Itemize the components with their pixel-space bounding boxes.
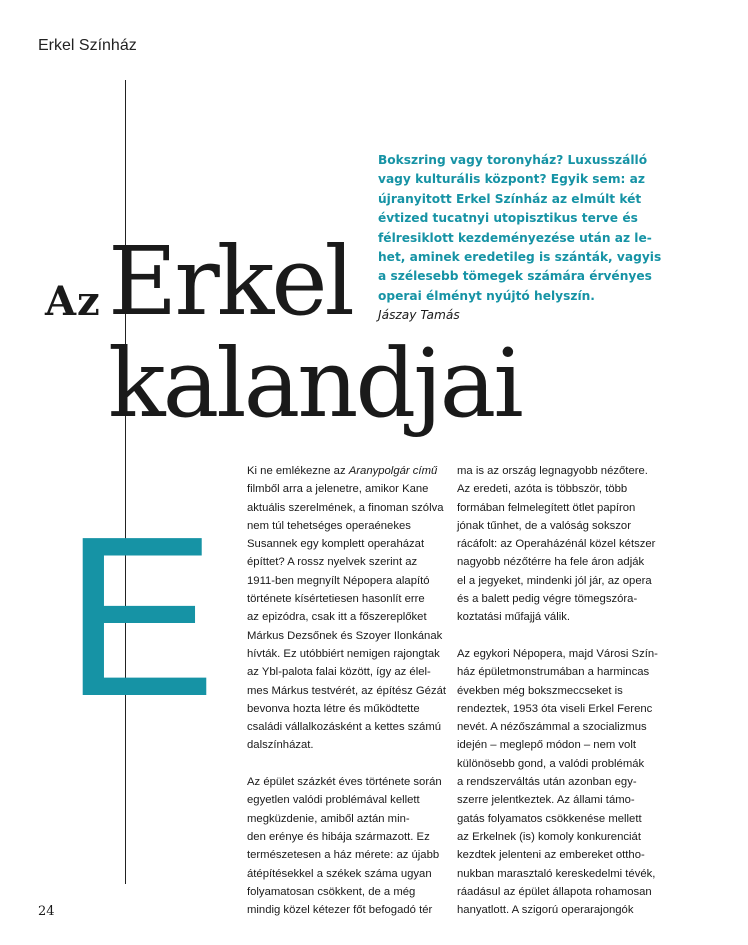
body-text-line: 1911-ben megnyílt Népopera alapító: [247, 574, 430, 587]
body-text-line: rendeztek, 1953 óta viseli Erkel Ferenc: [457, 702, 653, 715]
paragraph-gap: [247, 755, 462, 773]
body-text-line: Az eredeti, azóta is többször, több: [457, 483, 628, 496]
section-label: Erkel Színház: [38, 37, 137, 54]
body-text-line: különösebb gond, a valódi problémák: [457, 757, 645, 770]
body-text-line: az epizódra, csak itt a főszereplőket: [247, 611, 427, 624]
body-text-line: hanyatlott. A szigorú operarajongók: [457, 904, 634, 917]
body-text-line: az Ybl-palota falai között, így az élel-: [247, 666, 431, 679]
lead-line: újranyitott Erkel Színház az elmúlt két: [378, 191, 642, 206]
title-line-2: kalandjai: [108, 329, 521, 439]
body-text-line: rácáfolt: az Operaházénál közel kétszer: [457, 538, 656, 551]
body-text-line: den erénye és hibája származott. Ez: [247, 830, 430, 843]
body-text-line: formában felmelegített ötlet papíron: [457, 501, 636, 514]
body-text-line: idején – meglepő módon – nem volt: [457, 739, 636, 752]
body-text-line: Márkus Dezsőnek és Szoyer Ilonkának: [247, 629, 443, 642]
body-text-line: mes Márkus testvérét, az építész Gézát: [247, 684, 447, 697]
body-text-line: hívták. Ez utóbbiért nemigen rajongtak: [247, 647, 440, 660]
body-text-line: években még bokszmeccseket is: [457, 684, 623, 697]
lead-line: vagy kulturális központ? Egyik sem: az: [378, 172, 645, 187]
body-text-line: bevonva hozta létre és működtette: [247, 702, 420, 715]
page-number: 24: [38, 904, 55, 919]
body-text-line: gatás folyamatos csökkenése mellett: [457, 812, 642, 825]
body-text-line: természetesen a ház mérete: az újabb: [247, 849, 440, 862]
body-text-line: kezdtek jelenteni az embereket ottho-: [457, 849, 645, 862]
drop-cap: E: [64, 490, 217, 744]
lead-line: a szélesebb tömegek számára érvényes: [378, 269, 652, 284]
lead-line: het, aminek eredetileg is szánták, vagyis: [378, 250, 662, 265]
body-text-line: Susannek egy komplett operaházat: [247, 538, 425, 551]
body-text-line: Az épület százkét éves története során: [247, 776, 442, 789]
body-text-line: az Erkelnek (is) komoly konkurenciát: [457, 830, 641, 843]
paragraph-gap: [457, 627, 672, 645]
body-text-line: jónak tűnhet, de a valóság sokszor: [457, 519, 631, 532]
lead-line: operai élményt nyújtó helyszín.: [378, 288, 595, 303]
body-text-line: ráadásul az épület állapota rohamosan: [457, 885, 652, 898]
body-text-line: nagyobb nézőtérre ha fele áron adják: [457, 556, 645, 569]
film-title: Aranypolgár című: [348, 465, 438, 477]
body-text-line: története kísértetiesen hasonlít erre: [247, 593, 425, 606]
body-text-line: Az egykori Népopera, majd Városi Szín-: [457, 647, 658, 660]
lead-line: évtized tucatnyi utopisztikus terve és: [378, 211, 638, 226]
body-column-2: [457, 462, 672, 919]
body-text-line: dalszínházat.: [247, 739, 314, 752]
body-text-line: egyetlen valódi problémával kellett: [247, 794, 420, 807]
body-text-line: családi vállalkozásként a kettes számú: [247, 721, 442, 734]
lead-line: Bokszring vagy toronyház? Luxusszálló: [378, 153, 648, 167]
body-text-line: ma is az ország legnagyobb nézőtere.: [457, 465, 648, 477]
body-text-line: mindig közel kétezer főt befogadó tér: [247, 904, 433, 917]
body-text-line: el a jegyeket, mindenki jól jár, az opera: [457, 574, 652, 587]
body-text-line: filmből arra a jelenetre, amikor Kane: [247, 483, 429, 496]
body-text-line: a rendszerváltás után azonban egy-: [457, 776, 637, 789]
title-line-1: Erkel: [108, 227, 352, 337]
vertical-rule: [125, 80, 126, 884]
body-text-line: folyamatosan csökkent, de a még: [247, 885, 416, 898]
body-text-line: aktuális szerelmének, a finoman szólva: [247, 501, 444, 514]
author-name: Jászay Tamás: [378, 308, 460, 323]
body-column-1: [247, 462, 462, 919]
body-text-line: átépítésekkel a székek száma ugyan: [247, 867, 432, 880]
title-prefix: Az: [45, 278, 101, 325]
body-text-line: szerre jelentkeztek. Az állami támo-: [457, 794, 635, 807]
body-text-line: megküzdenie, amiből aztán min-: [247, 812, 410, 825]
body-text-line: ház épületmonstrumában a harmincas: [457, 666, 650, 679]
body-text-line: nukban marasztaló kereskedelmi tévék,: [457, 867, 656, 880]
body-text-line: nem túl tehetséges operaénekes: [247, 519, 411, 532]
body-text-line: nevét. A nézőszámmal a szocializmus: [457, 721, 647, 734]
body-text-line: Ki ne emlékezne az Aranypolgár című: [247, 465, 438, 477]
body-text-line: és a balett pedig végre tömegszóra-: [457, 593, 638, 606]
lead-paragraph: [378, 151, 708, 326]
lead-line: félresiklott kezdeményezése után az le-: [378, 230, 652, 245]
body-text-line: koztatási műfajjá válik.: [457, 611, 571, 624]
body-text-line: építtet? A rossz nyelvek szerint az: [247, 556, 418, 569]
